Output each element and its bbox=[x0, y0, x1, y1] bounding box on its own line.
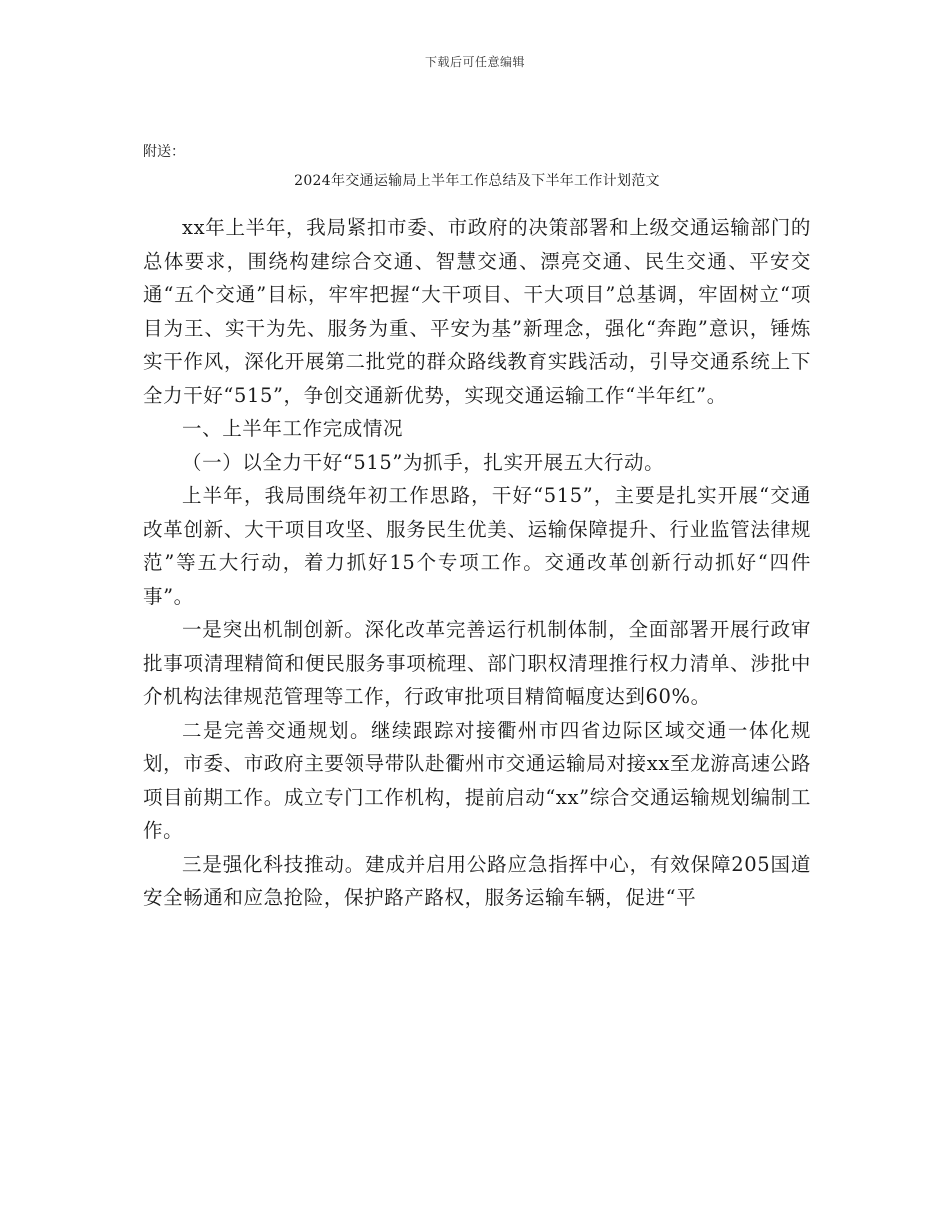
paragraph-intro: xx年上半年，我局紧扣市委、市政府的决策部署和上级交通运输部门的总体要求，围绕构建综合交通、智慧交通、漂亮交通、民生交通、平安交通“五个交通”目标，牢牢把握“大干项目、干大项目”总基调，牢固树立“项目为王、实干为先、服务为重、平安为基”新理念，强化“奔跑”意识，锤炼实干作风，深化开展第二批党的群众路线教育实践活动，引导交通系统上下全力干好“515”，争创交通新优势，实现交通运输工作“半年红”。 bbox=[143, 216, 811, 407]
document-content bbox=[143, 142, 811, 915]
paragraph-transport-planning: 二是完善交通规划。继续跟踪对接衢州市四省边际区域交通一体化规划，市委、市政府主要领导带队赴衢州市交通运输局对接xx至龙游高速公路项目前期工作。成立专门工作机构，提前启动“xx”综合交通运输规划编制工作。 bbox=[143, 718, 811, 842]
document-title: 2024年交通运输局上半年工作总结及下半年工作计划范文 bbox=[294, 173, 660, 189]
section-heading: 一、上半年工作完成情况 bbox=[182, 417, 404, 440]
attach-label: 附送： bbox=[143, 144, 185, 160]
paragraph-tech-promotion: 三是强化科技推动。建成并启用公路应急指挥中心，有效保障205国道安全畅通和应急抢险，保护路产路权，服务运输车辆，促进“平 bbox=[143, 852, 811, 909]
paragraph-five-actions: 上半年，我局围绕年初工作思路，干好“515”，主要是扎实开展“交通改革创新、大干项目攻坚、服务民生优美、运输保障提升、行业监管法律规范”等五大行动，着力抓好15个专项工作。交通改革创新行动抓好“四件事”。 bbox=[143, 484, 811, 608]
header-note: 下载后可任意编辑 bbox=[424, 55, 525, 69]
subsection-heading: （一）以全力干好“515”为抓手，扎实开展五大行动。 bbox=[182, 450, 665, 474]
document-body bbox=[143, 211, 811, 915]
paragraph-mechanism-innovation: 一是突出机制创新。深化改革完善运行机制体制，全面部署开展行政审批事项清理精简和便民服务事项梳理、部门职权清理推行权力清单、涉批中介机构法律规范管理等工作，行政审批项目精简幅度达到60%。 bbox=[143, 618, 811, 708]
